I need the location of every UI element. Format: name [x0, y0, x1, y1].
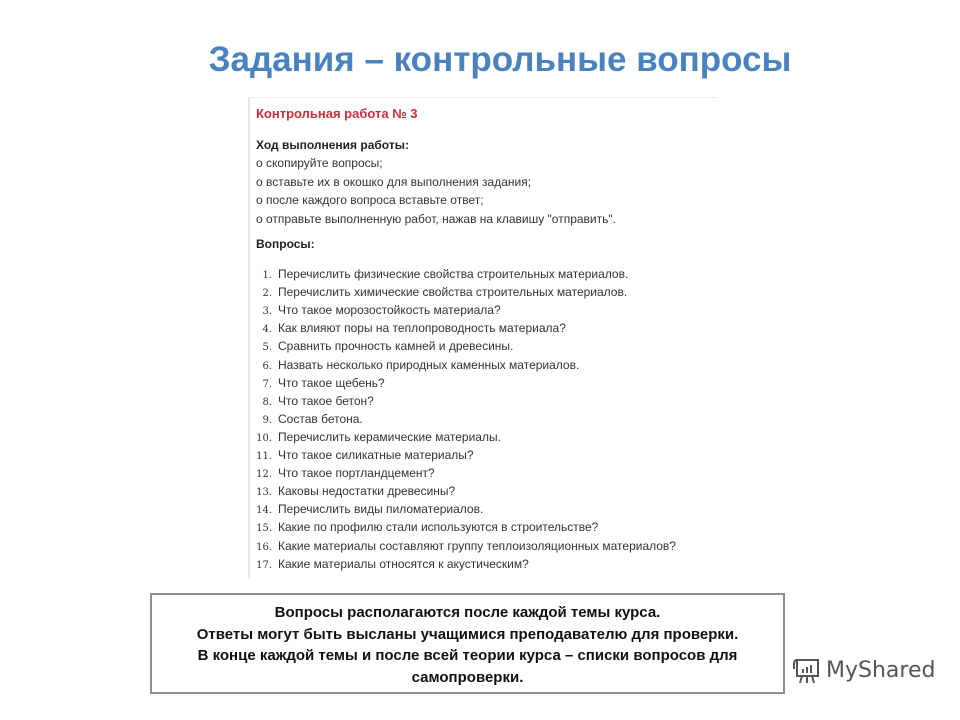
question-item [250, 539, 676, 553]
question-text: Сравнить прочность камней и древесины. [278, 339, 514, 354]
question-number: 11. [256, 451, 272, 462]
question-number: 10. [256, 432, 272, 444]
question-text: Какие по профилю стали используются в строительстве? [278, 520, 599, 535]
question-item [250, 502, 483, 516]
question-number: 8. [262, 396, 272, 408]
watermark-text: MyShared [826, 657, 936, 683]
question-text: Что такое портландцемент? [278, 466, 435, 481]
assignment-screenshot [248, 97, 717, 579]
note-line: Вопросы располагаются после каждой темы курса. [274, 604, 661, 621]
question-item [250, 376, 385, 390]
question-number: 1. [262, 270, 272, 281]
procedure-step: о вставьте их в окошко для выполнения задания; [256, 174, 532, 189]
question-number: 3. [262, 306, 272, 318]
question-text: Перечислить керамические материалы. [278, 429, 501, 444]
question-number: 6. [262, 360, 272, 372]
question-item [250, 303, 501, 317]
question-item [250, 484, 455, 498]
question-text: Что такое морозостойкость материала? [278, 303, 501, 318]
question-item [250, 358, 579, 372]
question-number: 4. [262, 324, 272, 336]
question-item [250, 466, 435, 480]
procedure-step: о скопируйте вопросы; [256, 156, 383, 170]
question-item [250, 412, 363, 426]
procedure-step: о после каждого вопроса вставьте ответ; [256, 193, 484, 207]
slide-title: Задания – контрольные вопросы [208, 40, 792, 79]
procedure-step: о отправьте выполненную работ, нажав на клавишу "отправить". [256, 211, 616, 226]
question-number: 12. [256, 469, 272, 481]
question-text: Перечислить физические свойства строительных материалов. [278, 267, 629, 281]
question-item [250, 339, 513, 353]
question-item [250, 285, 627, 299]
note-line: самопроверки. [411, 668, 524, 686]
question-text: Каковы недостатки древесины? [278, 484, 456, 499]
question-text: Состав бетона. [278, 411, 363, 426]
presentation-board-icon [792, 655, 822, 685]
question-number: 5. [262, 342, 272, 354]
questions-label: Вопросы: [256, 237, 315, 251]
question-item [250, 267, 628, 281]
question-text: Что такое силикатные материалы? [278, 448, 474, 462]
note-line: Ответы могут быть высланы учащимися преподавателю для проверки. [196, 625, 739, 643]
question-item [250, 321, 566, 335]
note-box [150, 593, 785, 694]
note-line: В конце каждой темы и после всей теории курса – списки вопросов для [197, 647, 738, 664]
question-text: Что такое щебень? [278, 375, 385, 390]
procedure-label: Ход выполнения работы: [256, 138, 409, 152]
question-text: Какие материалы относятся к акустическим? [278, 556, 529, 571]
question-text: Какие материалы составляют группу теплоизоляционных материалов? [278, 538, 676, 553]
question-text: Что такое бетон? [278, 393, 374, 408]
question-number: 15. [256, 523, 272, 535]
question-number: 14. [256, 505, 272, 517]
question-number: 2. [262, 288, 272, 300]
question-number: 7. [262, 378, 272, 390]
question-text: Перечислить виды пиломатериалов. [278, 502, 484, 517]
question-number: 16. [256, 541, 272, 553]
question-item [250, 520, 598, 534]
question-item [250, 448, 474, 462]
assignment-heading: Контрольная работа № 3 [256, 106, 418, 121]
question-text: Назвать несколько природных каменных материалов. [278, 357, 580, 372]
question-text: Как влияют поры на теплопроводность материала? [278, 321, 566, 336]
question-number: 9. [262, 414, 272, 426]
question-number: 13. [256, 487, 272, 499]
question-item [250, 430, 501, 444]
question-item [250, 557, 529, 571]
question-number: 17. [256, 559, 272, 571]
question-text: Перечислить химические свойства строительных материалов. [278, 285, 628, 300]
watermark-logo [792, 655, 935, 685]
question-item [250, 394, 374, 408]
